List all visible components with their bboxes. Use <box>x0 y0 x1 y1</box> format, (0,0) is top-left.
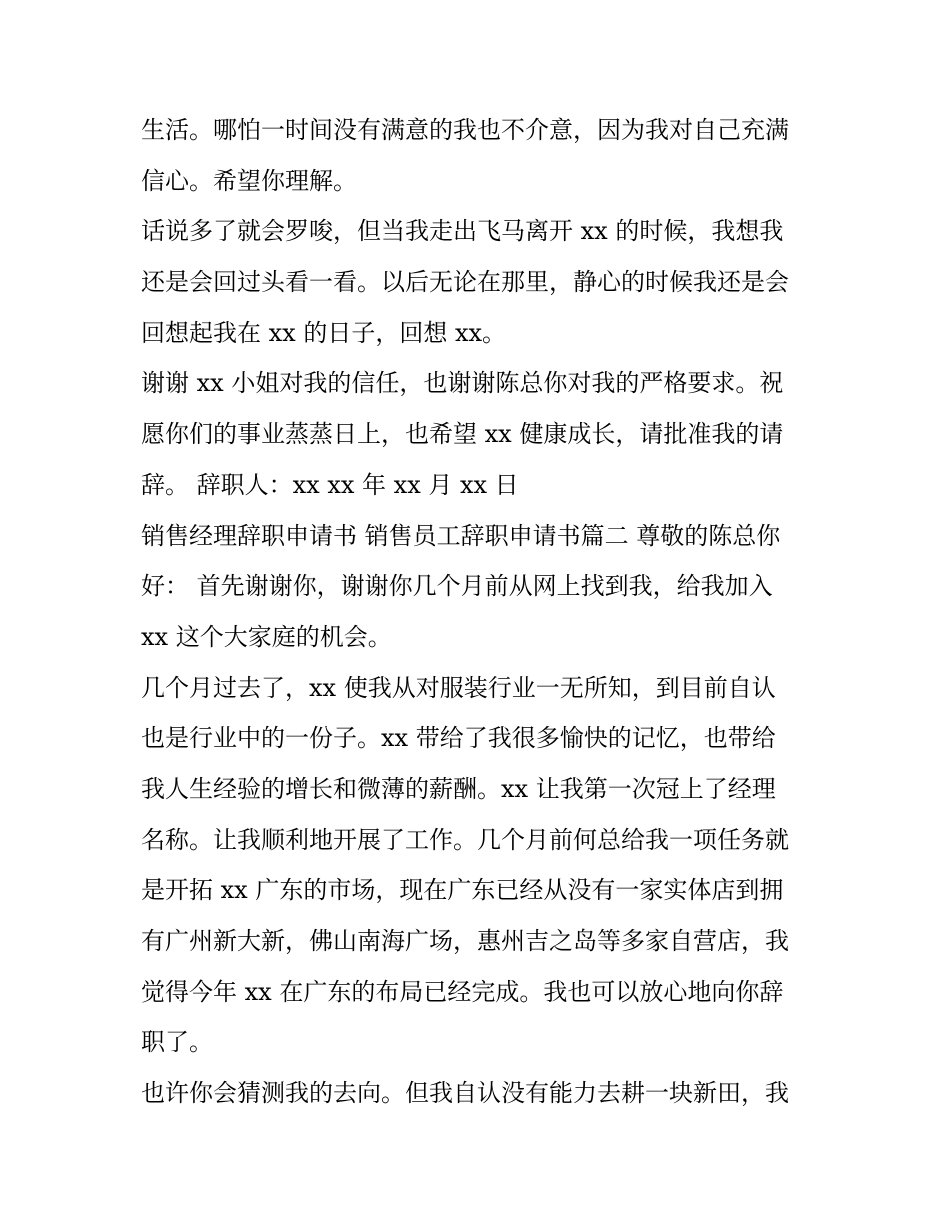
text-line-16: 是开拓 xx 广东的市场，现在广东已经从没有一家实体店到拥 <box>141 876 784 905</box>
text-line-9: 销售经理辞职申请书 销售员工辞职申请书篇二 尊敬的陈总你 <box>141 521 781 550</box>
text-line-7: 愿你们的事业蒸蒸日上，也希望 xx 健康成长，请批准我的请 <box>141 420 784 449</box>
text-line-12: 几个月过去了，xx 使我从对服装行业一无所知，到目前自认 <box>141 673 776 702</box>
text-line-6: 谢谢 xx 小姐对我的信任，也谢谢陈总你对我的严格要求。祝 <box>141 369 784 398</box>
text-line-10: 好： 首先谢谢你，谢谢你几个月前从网上找到我，给我加入 <box>141 572 773 601</box>
text-line-19: 职了。 <box>141 1028 213 1057</box>
text-line-20: 也许你会猜测我的去向。但我自认没有能力去耕一块新田，我 <box>141 1079 789 1108</box>
text-line-8: 辞。 辞职人：xx xx 年 xx 月 xx 日 <box>141 470 519 499</box>
text-line-11: xx 这个大家庭的机会。 <box>141 622 392 651</box>
text-line-1: 生活。哪怕一时间没有满意的我也不介意，因为我对自己充满 <box>141 116 789 144</box>
text-line-13: 也是行业中的一份子。xx 带给了我很多愉快的记忆，也带给 <box>141 724 776 753</box>
text-line-2: 信心。希望你理解。 <box>141 166 357 195</box>
text-line-14: 我人生经验的增长和微薄的薪酬。xx 让我第一次冠上了经理 <box>141 774 776 803</box>
text-line-4: 还是会回过头看一看。以后无论在那里，静心的时候我还是会 <box>141 268 789 297</box>
text-line-17: 有广州新大新，佛山南海广场，惠州吉之岛等多家自营店，我 <box>141 927 789 955</box>
resignation-letter-text <box>141 105 821 1119</box>
text-line-15: 名称。让我顺利地开展了工作。几个月前何总给我一项任务就 <box>141 825 789 854</box>
text-line-18: 觉得今年 xx 在广东的布局已经完成。我也可以放心地向你辞 <box>141 977 784 1006</box>
text-line-3: 话说多了就会罗唆，但当我走出飞马离开 xx 的时候，我想我 <box>141 217 784 246</box>
text-line-5: 回想起我在 xx 的日子，回想 xx。 <box>141 318 507 347</box>
